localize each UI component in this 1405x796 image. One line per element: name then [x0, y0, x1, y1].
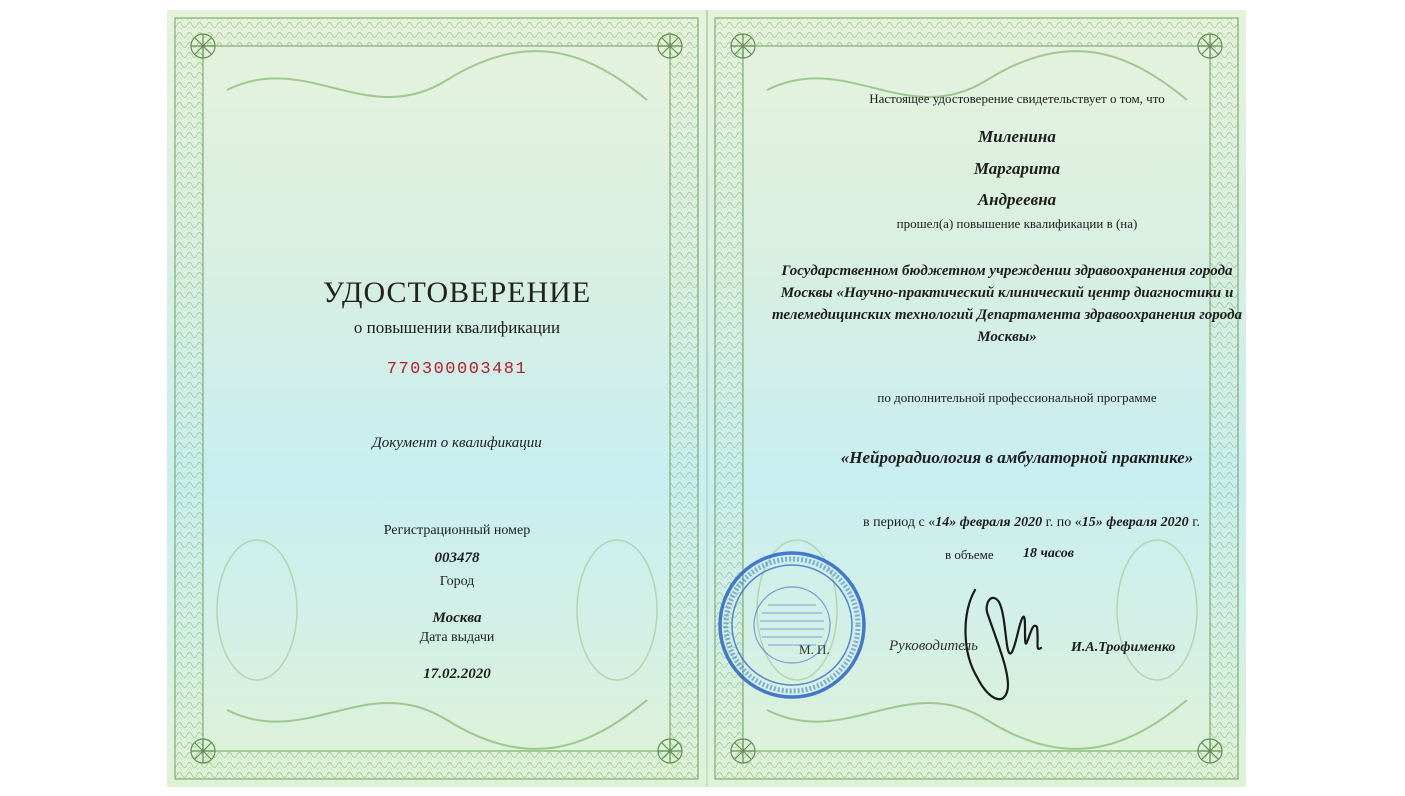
study-period — [863, 515, 1200, 531]
period-prefix: в период с « — [863, 515, 936, 530]
start-month-year: » февраля 2020 — [949, 515, 1043, 530]
city-label: Город — [439, 574, 475, 589]
end-day: 15 — [1081, 515, 1096, 530]
patronymic: Андреевна — [977, 190, 1057, 209]
reg-number-label: Регистрационный номер — [383, 523, 531, 538]
issue-date-label: Дата выдачи — [419, 630, 495, 645]
city: Москва — [432, 610, 482, 626]
serial-number: 770300003481 — [386, 360, 528, 379]
start-day: 14 — [935, 515, 950, 530]
first-name: Маргарита — [973, 159, 1061, 178]
volume-hours: 18 часов — [1023, 546, 1074, 561]
surname: Миленина — [978, 127, 1056, 146]
program-name: «Нейрорадиология в амбулаторной практике» — [840, 448, 1194, 467]
volume-label: в объеме — [945, 547, 994, 562]
period-suffix: г. — [1188, 515, 1200, 530]
document-type: Документ о квалификации — [372, 435, 542, 451]
certificate-title: УДОСТОВЕРЕНИЕ — [322, 276, 592, 309]
end-month-year: » февраля 2020 — [1095, 515, 1189, 530]
intro-text: Настоящее удостоверение свидетельствует о том, что — [869, 91, 1165, 106]
certificate-spread — [167, 10, 1246, 787]
period-mid: г. по « — [1042, 515, 1082, 530]
certificate-subtitle: о повышении квалификации — [353, 318, 561, 337]
stamp-seal-icon — [716, 549, 868, 701]
head-name: И.А.Трофименко — [1071, 640, 1176, 655]
passed-text: прошел(а) повышение квалификации в (на) — [896, 216, 1138, 231]
issue-date: 17.02.2020 — [423, 666, 491, 682]
institution-name: Государственном бюджетном учреждении здравоохранения города Москвы «Научно-практический клинический центр диагностики и телемедицинских технологий Департамента здравоохранения города Москвы» — [771, 263, 1243, 345]
program-label: по дополнительной профессиональной программе — [877, 390, 1157, 405]
stamp-place-label: М. П. — [799, 642, 830, 657]
head-label: Руководитель — [889, 638, 978, 654]
reg-number: 003478 — [434, 550, 480, 566]
